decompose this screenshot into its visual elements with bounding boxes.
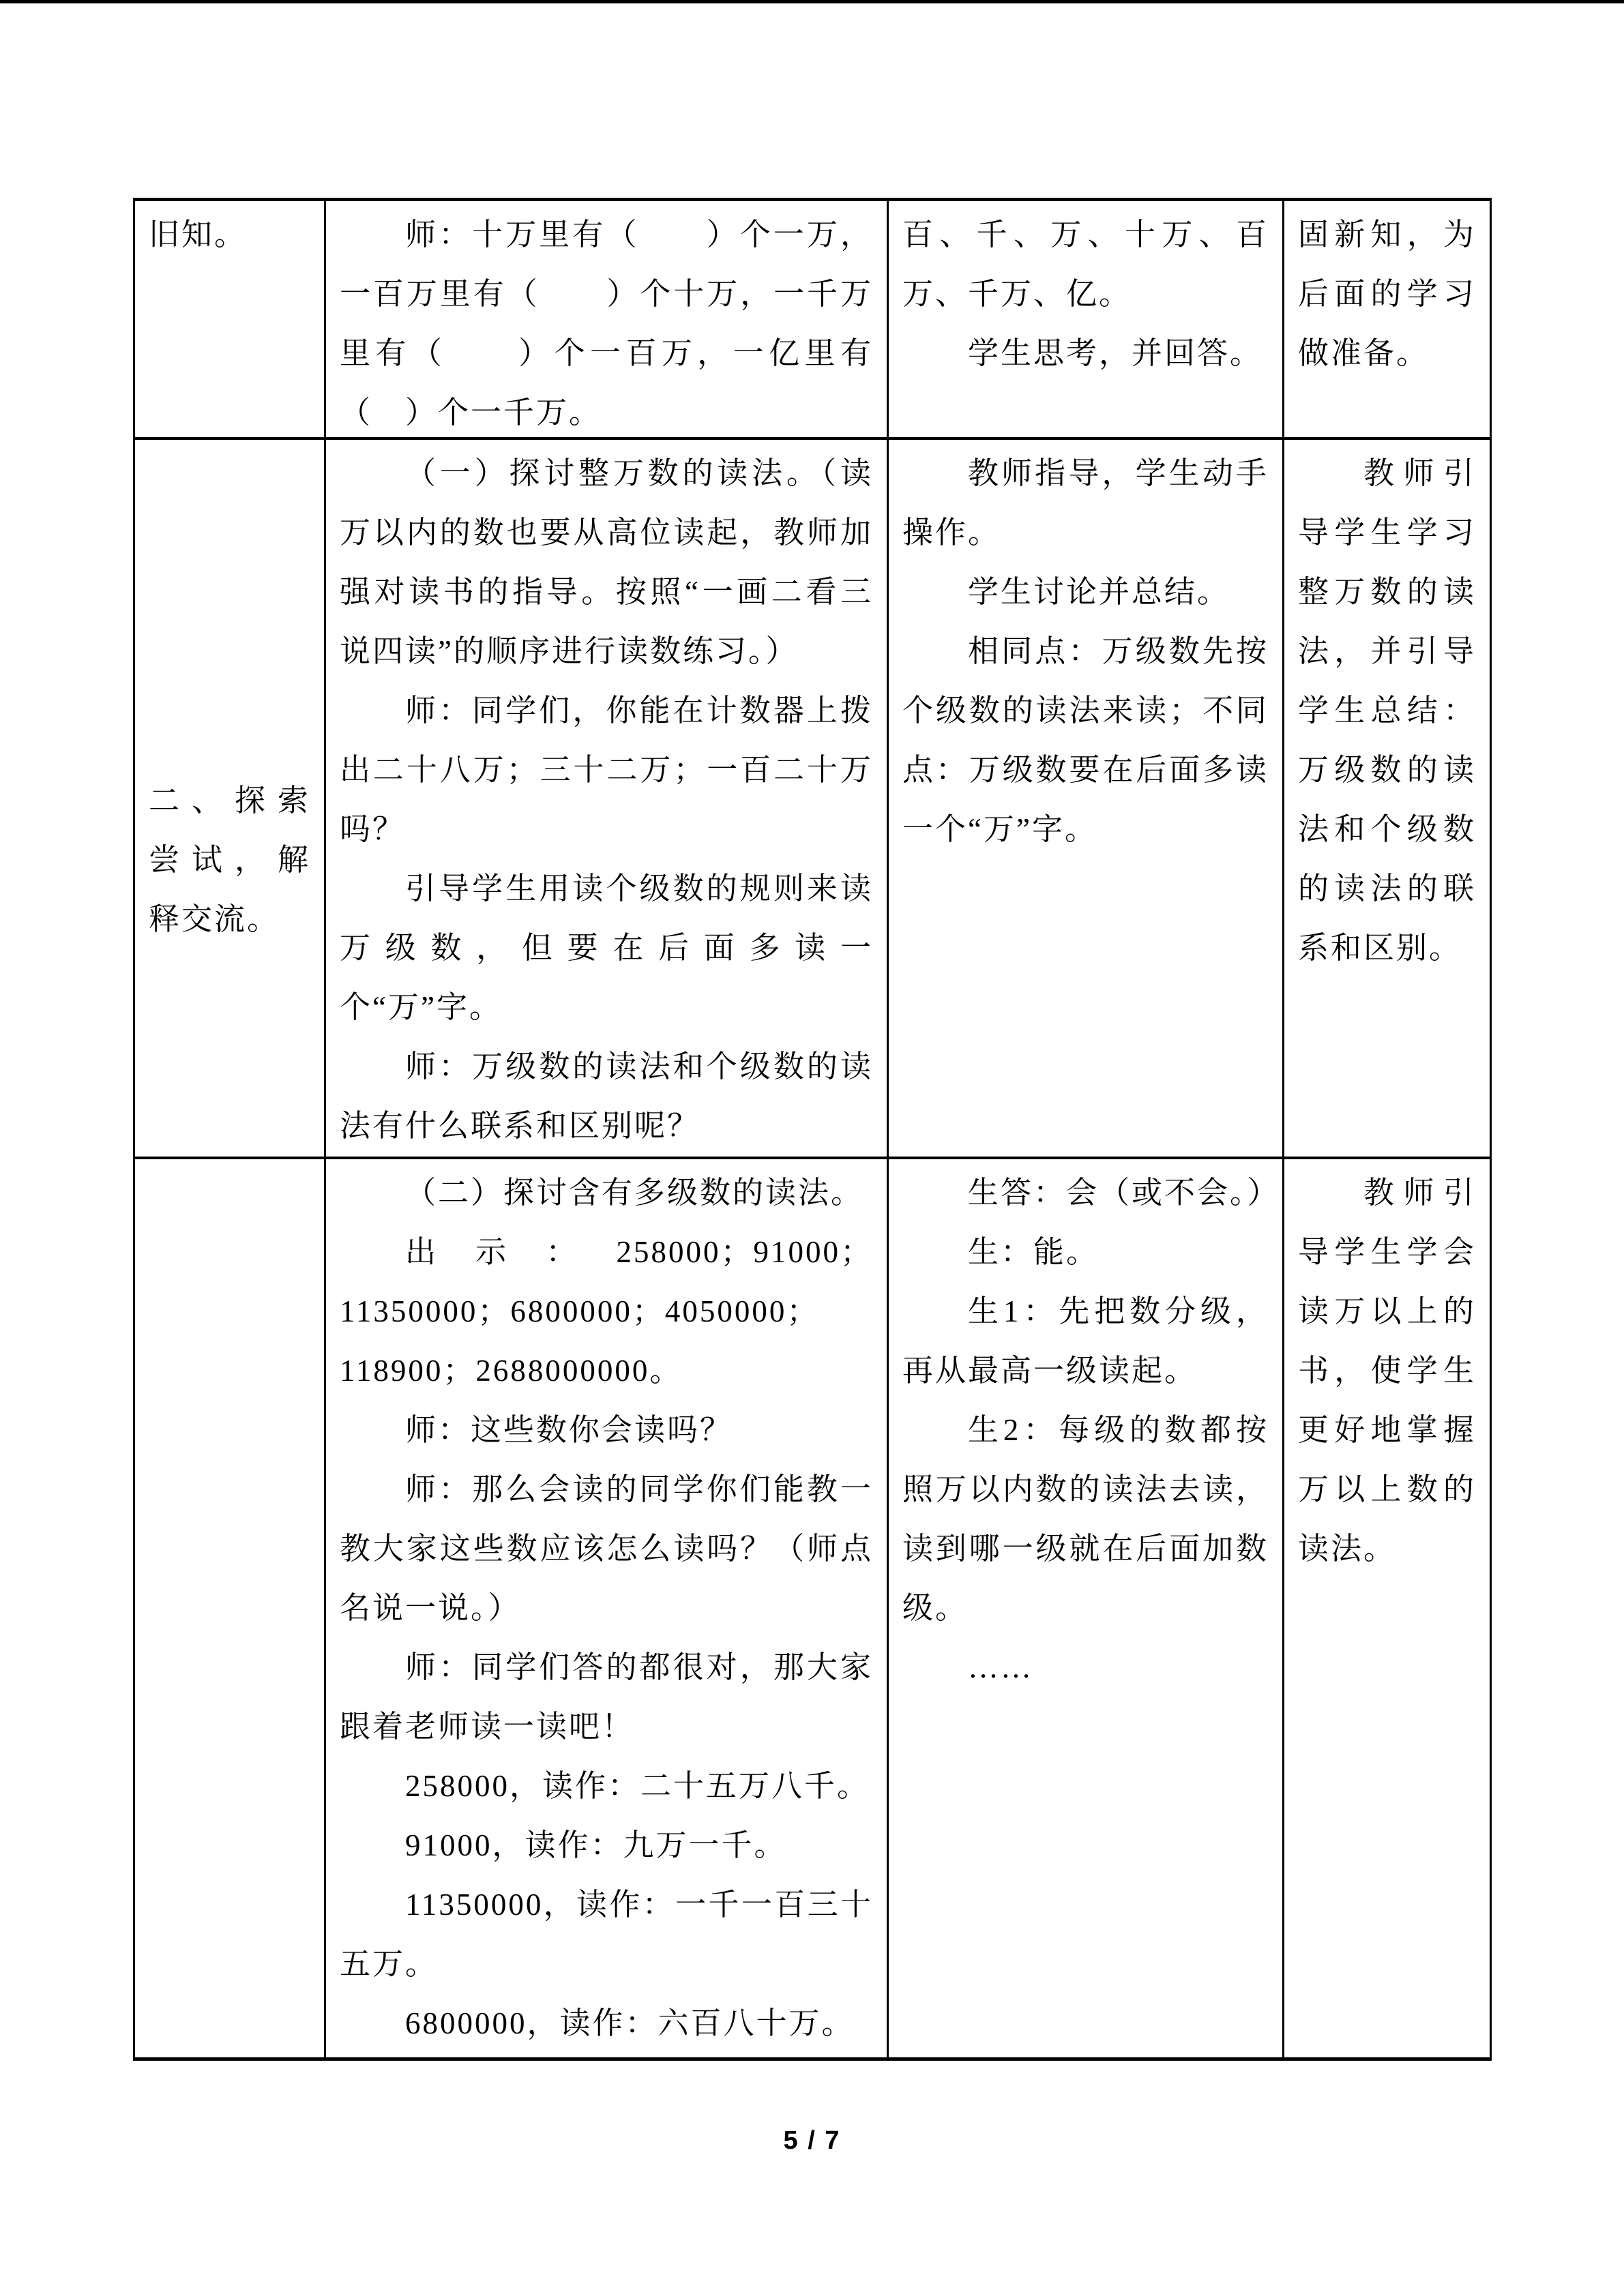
- cell-design-intent-row2: [1284, 440, 1490, 1159]
- student-activity: 学生讨论并总结。: [968, 575, 1230, 609]
- student-answer: 生2：每级的数都按照万以内数的读法去读，读到哪一级就在后面加数级。: [902, 1413, 1269, 1625]
- teacher-question: 师：同学们，你能在计数器上拨出二十八万；三十二万；一百二十万吗？: [340, 694, 873, 846]
- stage-text: 旧知。: [149, 218, 248, 252]
- student-activity: 教师指导，学生动手操作。: [902, 456, 1269, 550]
- cell-teaching-process-row1: [326, 201, 889, 440]
- top-border-bar: [0, 0, 1624, 3]
- cell-design-intent-row1: [1284, 201, 1490, 440]
- stage-text: 二、探索尝试，解释交流。: [149, 784, 310, 936]
- process-paragraph: （一）探讨整万数的读法。（读万以内的数也要从高位读起，教师加强对读书的指导。按照“一画二看三说四读”的顺序进行读数练习。）: [340, 456, 873, 668]
- cell-student-activity-row3: [889, 1159, 1284, 2057]
- teacher-question: 师：那么会读的同学你们能教一教大家这些数应该怎么读吗？（师点名说一说。）: [340, 1472, 873, 1625]
- teacher-question: 师：这些数你会读吗？: [405, 1413, 733, 1447]
- student-answer: 生答：会（或不会。）: [968, 1176, 1280, 1210]
- cell-teaching-process-row3: [326, 1159, 889, 2057]
- number-list: 出示：258000；91000；11350000；6800000；4050000；118900；2688000000。: [340, 1235, 873, 1388]
- cell-stage-row2: [135, 440, 326, 1159]
- cell-design-intent-row3: [1284, 1159, 1490, 2057]
- student-answer: 百、千、万、十万、百万、千万、亿。: [902, 218, 1269, 311]
- student-summary: 相同点：万级数先按个级数的读法来读；不同点：万级数要在后面多读一个“万”字。: [902, 634, 1269, 846]
- number-reading: 258000，读作：二十五万八千。: [405, 1769, 870, 1803]
- design-intent: 固新知，为后面的学习做准备。: [1298, 218, 1476, 370]
- number-reading: 11350000，读作：一千一百三十五万。: [340, 1888, 873, 1981]
- process-heading: （二）探讨含有多级数的读法。: [405, 1176, 864, 1210]
- design-intent: 教师引导学生学会读万以上的书，使学生更好地掌握万以上数的读法。: [1298, 1176, 1476, 1566]
- cell-stage-row1: [135, 201, 326, 440]
- cell-teaching-process-row2: [326, 440, 889, 1159]
- student-answer: 生1：先把数分级，再从最高一级读起。: [902, 1294, 1269, 1388]
- teacher-statement: 师：同学们答的都很对，那大家跟着老师读一读吧！: [340, 1650, 873, 1744]
- student-activity: 学生思考，并回答。: [968, 336, 1263, 370]
- student-answer: 生：能。: [968, 1235, 1099, 1269]
- ellipsis-text: ……: [968, 1650, 1033, 1684]
- lesson-plan-table: [133, 198, 1492, 2061]
- cell-stage-row3: [135, 1159, 326, 2057]
- teacher-question: 师：十万里有（ ）个一万，一百万里有（ ）个十万，一千万里有（ ）个一百万，一亿里有（ ）个一千万。: [340, 218, 873, 430]
- teacher-question: 师：万级数的读法和个级数的读法有什么联系和区别呢？: [340, 1049, 873, 1143]
- cell-student-activity-row2: [889, 440, 1284, 1159]
- number-reading: 91000，读作：九万一千。: [405, 1828, 787, 1862]
- design-intent: 教师引导学生学习整万数的读法，并引导学生总结：万级数的读法和个级数的读法的联系和区别。: [1298, 456, 1476, 965]
- page-number: 5 / 7: [783, 2126, 841, 2155]
- cell-student-activity-row1: [889, 201, 1284, 440]
- process-paragraph: 引导学生用读个级数的规则来读万级数，但要在后面多读一个“万”字。: [340, 871, 873, 1024]
- number-reading: 6800000，读作：六百八十万。: [405, 2006, 855, 2040]
